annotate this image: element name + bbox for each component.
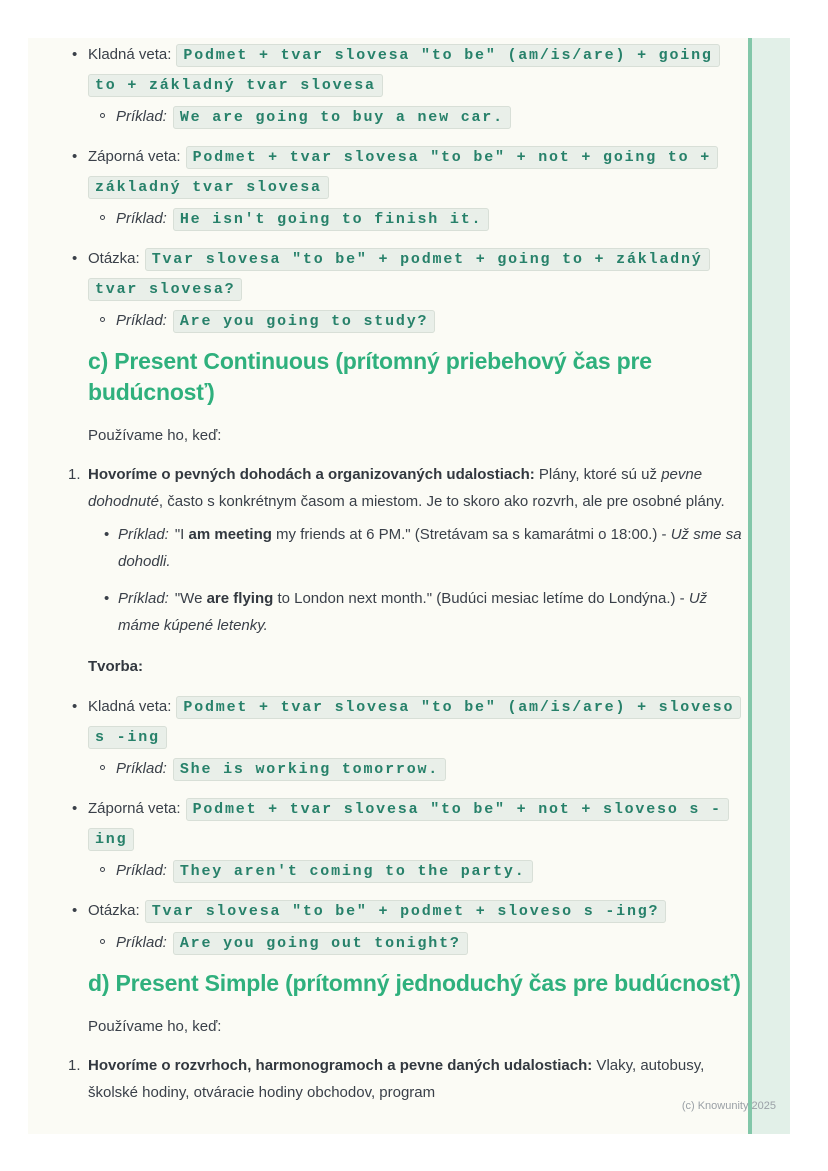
section-heading-c: c) Present Continuous (prítomný priebehový čas pre budúcnosť) — [88, 348, 652, 405]
usage-item — [68, 461, 745, 639]
example-label: Príklad: — [116, 934, 167, 951]
usage-list — [68, 461, 745, 639]
usage-item — [68, 1052, 745, 1106]
example-item: • Príklad: "We are flying to London next month." (Budúci mesiac letíme do Londýna.) - Už máme kúpené letenky. — [118, 585, 745, 639]
formation-section-label: Tvorba: — [88, 658, 144, 675]
formula-code: Podmet + tvar slovesa "to be" (am/is/are) + sloveso s -ing — [88, 696, 741, 749]
example-item — [116, 928, 745, 958]
formula-code: Tvar slovesa "to be" + podmet + sloveso s -ing? — [145, 900, 667, 923]
example-code: He isn't going to finish it. — [173, 208, 489, 231]
page-content — [28, 38, 790, 1106]
example-item — [116, 204, 745, 234]
example-code: Are you going to study? — [173, 310, 435, 333]
list-item — [88, 40, 745, 132]
example-code: They aren't coming to the party. — [173, 860, 533, 883]
list-item — [88, 794, 745, 886]
usage-text: Hovoríme o pevných dohodách a organizovaných udalostiach: Plány, ktoré sú už pevne dohodnuté, často s konkrétnym časom a miestom. Je to skoro ako rozvrh, ale pre osobné plány. — [88, 466, 725, 510]
watermark: (c) Knowunity 2025 — [681, 1100, 776, 1112]
example-item — [116, 856, 745, 886]
example-label: Príklad: — [116, 210, 167, 227]
example-label: Príklad: — [116, 312, 167, 329]
example-item — [116, 754, 745, 784]
example-item: • Príklad: "I am meeting my friends at 6 PM." (Stretávam sa s kamarátmi o 18:00.) - Už sme sa dohodli. — [118, 521, 745, 575]
formula-code: Podmet + tvar slovesa "to be" (am/is/are) + going to + základný tvar slovesa — [88, 44, 720, 97]
formation-label: Kladná veta: — [88, 46, 172, 63]
formation-label: Kladná veta: — [88, 698, 172, 715]
section-heading-d: d) Present Simple (prítomný jednoduchý čas pre budúcnosť) — [88, 970, 741, 996]
going-to-formation-list — [88, 40, 745, 336]
example-label: Príklad: — [116, 862, 167, 879]
usage-list — [68, 1052, 745, 1106]
usage-text: Hovoríme o rozvrhoch, harmonogramoch a pevne daných udalostiach: Vlaky, autobusy, školské hodiny, otváracie hodiny obchodov, program — [88, 1057, 705, 1101]
document-page — [28, 38, 790, 1134]
section-intro: Používame ho, keď: — [88, 427, 222, 444]
list-item — [88, 244, 745, 336]
list-number: 1. — [68, 1057, 81, 1074]
formation-label: Otázka: — [88, 250, 140, 267]
formula-code: Podmet + tvar slovesa "to be" + not + sloveso s -ing — [88, 798, 729, 851]
list-item — [88, 692, 745, 784]
formula-code: Podmet + tvar slovesa "to be" + not + going to + základný tvar slovesa — [88, 146, 718, 199]
formation-label: Záporná veta: — [88, 148, 181, 165]
section-intro: Používame ho, keď: — [88, 1018, 222, 1035]
example-item — [116, 306, 745, 336]
example-label: Príklad: — [116, 108, 167, 125]
example-code: She is working tomorrow. — [173, 758, 446, 781]
continuous-formation-list — [88, 692, 745, 958]
formation-label: Otázka: — [88, 902, 140, 919]
formula-code: Tvar slovesa "to be" + podmet + going to + základný tvar slovesa? — [88, 248, 710, 301]
example-code: Are you going out tonight? — [173, 932, 468, 955]
list-item — [88, 896, 745, 958]
formation-label: Záporná veta: — [88, 800, 181, 817]
example-label: Príklad: — [116, 760, 167, 777]
example-item — [116, 102, 745, 132]
example-list — [118, 521, 745, 639]
example-code: We are going to buy a new car. — [173, 106, 511, 129]
list-item — [88, 142, 745, 234]
list-number: 1. — [68, 466, 81, 483]
